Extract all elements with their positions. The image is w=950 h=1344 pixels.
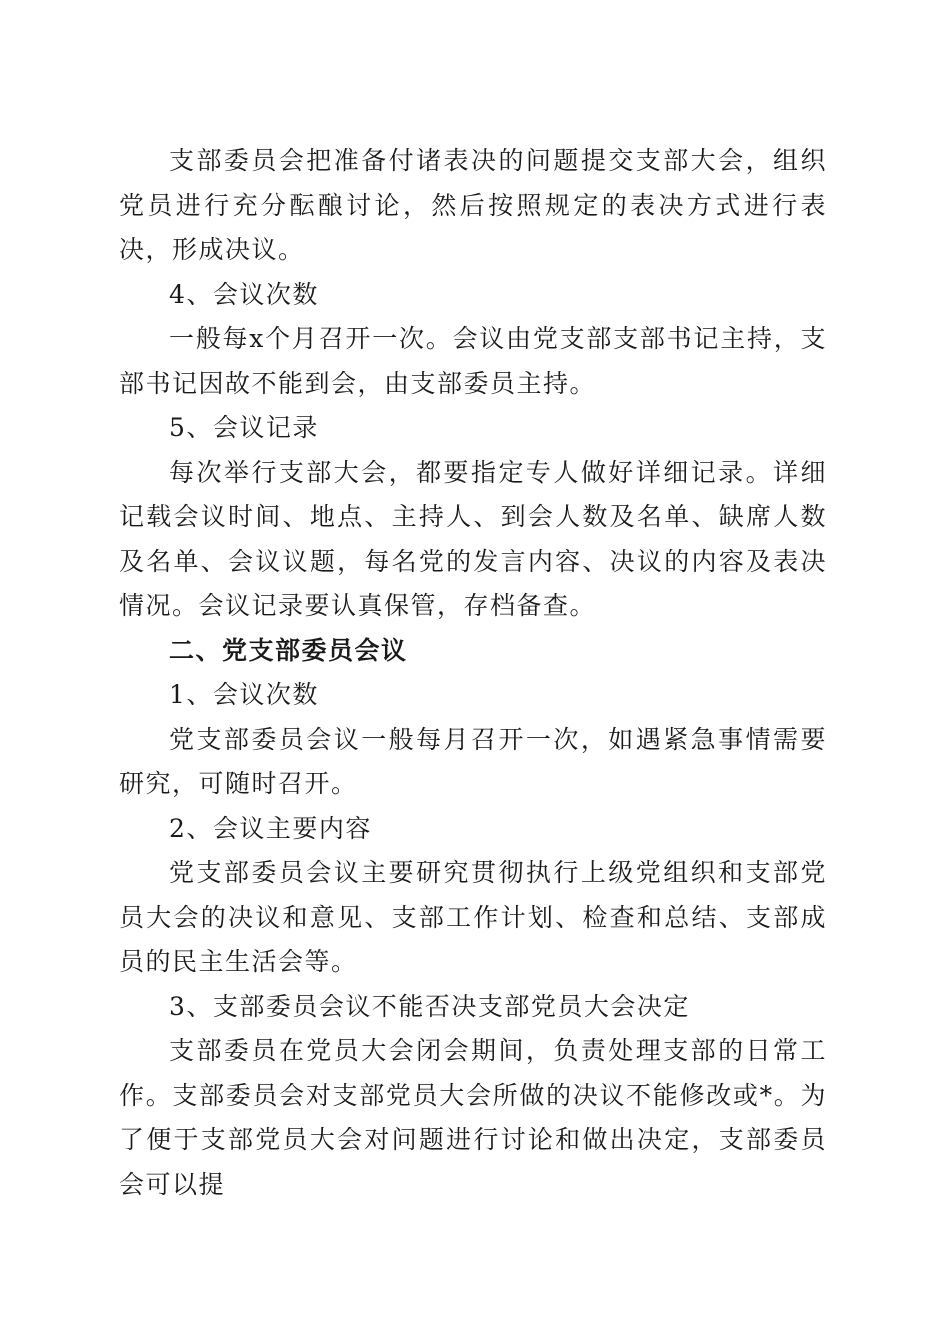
- section-heading-committee-meeting: 二、党支部委员会议: [169, 635, 408, 665]
- document-body: [119, 139, 827, 1207]
- paragraph-committee-frequency: 党支部委员会议一般每月召开一次，如遇紧急事情需要研究，可随时召开。: [119, 724, 827, 798]
- subheading-meeting-records: 5、会议记录: [169, 413, 319, 442]
- paragraph-committee-limits: 支部委员在党员大会闭会期间，负责处理支部的日常工作。支部委员会对支部党员大会所做的决议不能修改或*。为了便于支部党员大会对问题进行讨论和做出决定，支部委员会可以提: [119, 1036, 827, 1199]
- paragraph-resolution: 支部委员会把准备付诸表决的问题提交支部大会，组织党员进行充分酝酿讨论，然后按照规定的表决方式进行表决，形成决议。: [119, 146, 827, 264]
- subheading-committee-frequency: 1、会议次数: [169, 680, 319, 709]
- paragraph-meeting-frequency: 一般每x个月召开一次。会议由党支部支部书记主持，支部书记因故不能到会，由支部委员主持。: [119, 324, 827, 398]
- subheading-meeting-frequency: 4、会议次数: [169, 279, 319, 309]
- subheading-committee-content: 2、会议主要内容: [169, 813, 372, 843]
- paragraph-committee-content: 党支部委员会议主要研究贯彻执行上级党组织和支部党员大会的决议和意见、支部工作计划、检查和总结、支部成员的民主生活会等。: [119, 858, 827, 976]
- subheading-committee-limits: 3、支部委员会议不能否决支部党员大会决定: [169, 991, 690, 1021]
- paragraph-meeting-records: 每次举行支部大会，都要指定专人做好详细记录。详细记载会议时间、地点、主持人、到会人数及名单、缺席人数及名单、会议议题，每名党的发言内容、决议的内容及表决情况。会议记录要认真保管，存档备查。: [119, 457, 827, 620]
